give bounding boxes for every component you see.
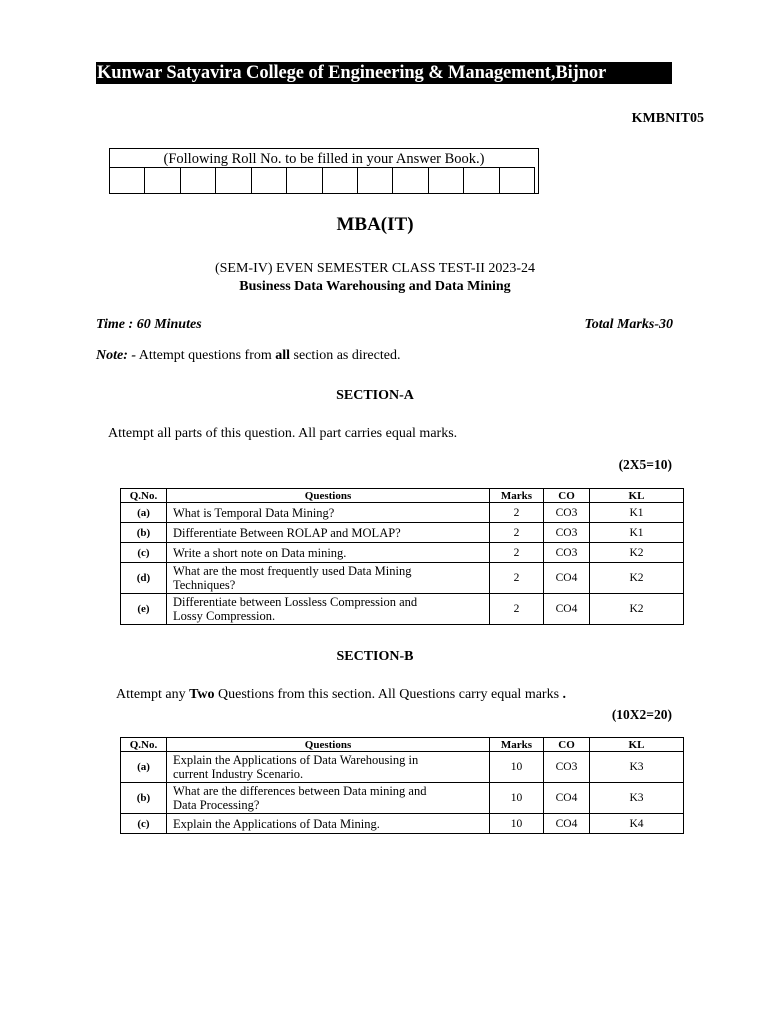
question-kl: K1 bbox=[590, 523, 684, 543]
question-marks: 2 bbox=[490, 543, 544, 563]
section-a-marks-scheme: (2X5=10) bbox=[618, 457, 672, 472]
question-text bbox=[167, 594, 490, 625]
section-b-table bbox=[120, 737, 684, 834]
question-number: (d) bbox=[121, 563, 167, 594]
col-co: CO bbox=[544, 489, 590, 503]
col-co: CO bbox=[544, 738, 590, 752]
question-text bbox=[167, 543, 490, 563]
roll-digit-box bbox=[145, 168, 180, 193]
table-row bbox=[121, 783, 684, 814]
question-marks: 2 bbox=[490, 503, 544, 523]
section-b-instruction bbox=[116, 687, 566, 703]
question-line: What is Temporal Data Mining? bbox=[173, 505, 335, 520]
question-line: Techniques? bbox=[173, 578, 236, 592]
table-header-row bbox=[121, 489, 684, 503]
question-line: What are the most frequently used Data Mining bbox=[173, 564, 412, 578]
roll-digit-box bbox=[323, 168, 358, 193]
question-co: CO3 bbox=[544, 523, 590, 543]
question-marks: 2 bbox=[490, 563, 544, 594]
question-line: What are the differences between Data mining and bbox=[173, 784, 427, 798]
table-row bbox=[121, 752, 684, 783]
question-line: current Industry Scenario. bbox=[173, 767, 304, 781]
total-marks: Total Marks-30 bbox=[584, 317, 673, 332]
question-line: Data Processing? bbox=[173, 798, 260, 812]
question-marks: 10 bbox=[490, 752, 544, 783]
paper-code: KMBNIT05 bbox=[631, 111, 704, 126]
table-row bbox=[121, 563, 684, 594]
question-co: CO3 bbox=[544, 543, 590, 563]
question-number: (e) bbox=[121, 594, 167, 625]
col-questions: Questions bbox=[167, 489, 490, 503]
roll-digit-box bbox=[110, 168, 145, 193]
semester-title: (SEM-IV) EVEN SEMESTER CLASS TEST-II 2023-24 bbox=[214, 261, 536, 276]
question-line: Differentiate Between ROLAP and MOLAP? bbox=[173, 525, 401, 540]
program-title: MBA(IT) bbox=[336, 214, 414, 235]
question-kl: K2 bbox=[590, 563, 684, 594]
question-number: (b) bbox=[121, 523, 167, 543]
question-co: CO4 bbox=[544, 594, 590, 625]
section-b-title: SECTION-B bbox=[336, 649, 414, 664]
question-marks: 2 bbox=[490, 523, 544, 543]
roll-digit-box bbox=[393, 168, 428, 193]
question-co: CO3 bbox=[544, 752, 590, 783]
col-qno: Q.No. bbox=[121, 489, 167, 503]
section-b-marks-scheme: (10X2=20) bbox=[611, 707, 672, 722]
exam-time: Time : 60 Minutes bbox=[96, 317, 202, 332]
roll-digit-box bbox=[500, 168, 535, 193]
roll-digit-box bbox=[464, 168, 499, 193]
question-marks: 10 bbox=[490, 814, 544, 834]
subject-title: Business Data Warehousing and Data Mining bbox=[239, 279, 511, 294]
section-a-table bbox=[120, 488, 684, 625]
question-number: (a) bbox=[121, 503, 167, 523]
roll-digit-box bbox=[287, 168, 322, 193]
roll-digit-box bbox=[429, 168, 464, 193]
section-a-instruction: Attempt all parts of this question. All part carries equal marks. bbox=[108, 426, 458, 441]
question-text bbox=[167, 563, 490, 594]
question-marks: 2 bbox=[490, 594, 544, 625]
question-kl: K3 bbox=[590, 783, 684, 814]
roll-digit-box bbox=[358, 168, 393, 193]
col-qno: Q.No. bbox=[121, 738, 167, 752]
roll-digit-box bbox=[181, 168, 216, 193]
table-row bbox=[121, 543, 684, 563]
table-header-row bbox=[121, 738, 684, 752]
question-kl: K2 bbox=[590, 543, 684, 563]
question-number: (c) bbox=[121, 814, 167, 834]
question-text bbox=[167, 503, 490, 523]
note-label: Note: - bbox=[96, 348, 137, 363]
table-row bbox=[121, 814, 684, 834]
roll-number-box bbox=[109, 148, 539, 194]
question-number: (b) bbox=[121, 783, 167, 814]
table-row bbox=[121, 503, 684, 523]
roll-instruction: (Following Roll No. to be filled in your Answer Book.) bbox=[163, 151, 485, 167]
col-questions: Questions bbox=[167, 738, 490, 752]
col-marks: Marks bbox=[490, 738, 544, 752]
question-kl: K4 bbox=[590, 814, 684, 834]
question-text bbox=[167, 523, 490, 543]
question-kl: K2 bbox=[590, 594, 684, 625]
question-text bbox=[167, 752, 490, 783]
col-kl: KL bbox=[590, 489, 684, 503]
roll-digit-boxes bbox=[110, 167, 535, 193]
question-text bbox=[167, 814, 490, 834]
col-marks: Marks bbox=[490, 489, 544, 503]
question-number: (c) bbox=[121, 543, 167, 563]
section-a-title: SECTION-A bbox=[336, 388, 414, 403]
section-b-instruction-bold: Two bbox=[189, 687, 215, 702]
question-marks: 10 bbox=[490, 783, 544, 814]
question-line: Lossy Compression. bbox=[173, 609, 276, 623]
question-co: CO4 bbox=[544, 814, 590, 834]
question-line: Write a short note on Data mining. bbox=[173, 545, 347, 560]
exam-note bbox=[96, 348, 400, 364]
note-text-pre: Attempt questions from bbox=[136, 348, 276, 363]
question-line: Explain the Applications of Data Mining. bbox=[173, 816, 380, 831]
roll-digit-box bbox=[252, 168, 287, 193]
question-kl: K3 bbox=[590, 752, 684, 783]
college-name: Kunwar Satyavira College of Engineering & Management,Bijnor bbox=[96, 62, 672, 84]
question-text bbox=[167, 783, 490, 814]
question-line: Differentiate between Lossless Compression and bbox=[173, 595, 418, 609]
table-row bbox=[121, 523, 684, 543]
table-row bbox=[121, 594, 684, 625]
note-text-bold: all bbox=[275, 348, 291, 363]
question-number: (a) bbox=[121, 752, 167, 783]
section-b-instruction-end: . bbox=[562, 687, 567, 702]
note-text-post: section as directed. bbox=[290, 348, 401, 363]
question-kl: K1 bbox=[590, 503, 684, 523]
section-b-instruction-post: Questions from this section. All Questions carry equal marks bbox=[214, 687, 563, 702]
question-co: CO4 bbox=[544, 563, 590, 594]
question-co: CO4 bbox=[544, 783, 590, 814]
col-kl: KL bbox=[590, 738, 684, 752]
roll-digit-box bbox=[216, 168, 251, 193]
question-line: Explain the Applications of Data Warehousing in bbox=[173, 753, 419, 767]
question-co: CO3 bbox=[544, 503, 590, 523]
section-b-instruction-pre: Attempt any bbox=[116, 687, 190, 702]
